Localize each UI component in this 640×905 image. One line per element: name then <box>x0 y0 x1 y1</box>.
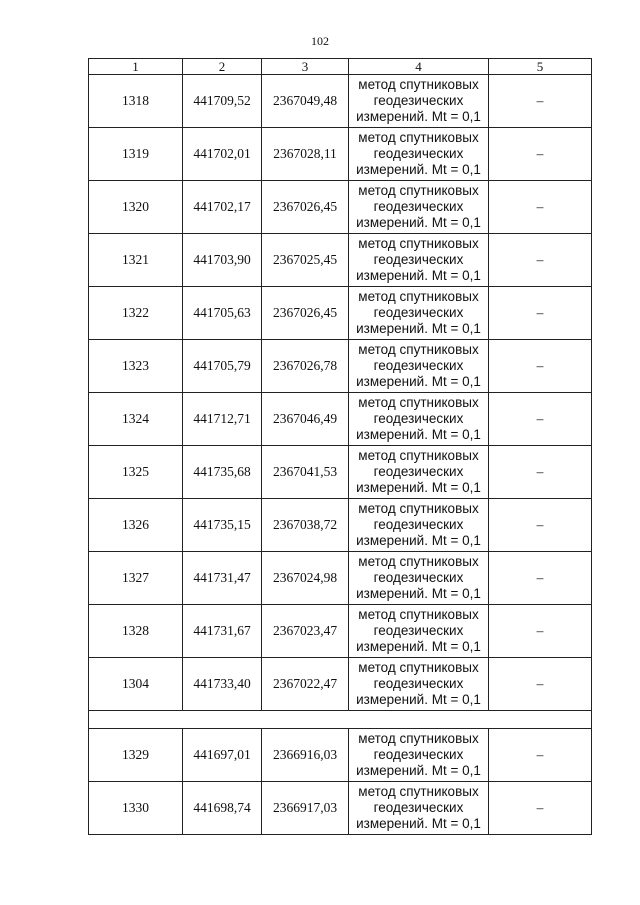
x-coordinate-cell: 441698,74 <box>183 782 262 835</box>
method-line-1: метод спутниковых <box>358 731 479 746</box>
method-line-1: метод спутниковых <box>358 77 479 92</box>
method-line-2: геодезических <box>373 358 464 373</box>
note-cell: – <box>489 393 592 446</box>
method-cell <box>349 658 489 711</box>
method-line-1: метод спутниковых <box>358 289 479 304</box>
y-coordinate-cell: 2366917,03 <box>262 782 349 835</box>
method-cell <box>349 340 489 393</box>
method-line-2: геодезических <box>373 517 464 532</box>
method-cell <box>349 499 489 552</box>
point-number-cell: 1323 <box>89 340 183 393</box>
y-coordinate-cell: 2367026,45 <box>262 287 349 340</box>
table-row <box>89 128 592 181</box>
method-line-2: геодезических <box>373 800 464 815</box>
point-number-cell: 1319 <box>89 128 183 181</box>
method-line-2: геодезических <box>373 570 464 585</box>
method-line-2: геодезических <box>373 305 464 320</box>
method-line-1: метод спутниковых <box>358 448 479 463</box>
point-number-cell: 1329 <box>89 729 183 782</box>
column-header-1: 1 <box>89 59 183 75</box>
table-row <box>89 658 592 711</box>
x-coordinate-cell: 441705,63 <box>183 287 262 340</box>
method-cell <box>349 782 489 835</box>
method-line-3: измерений. Mt = 0,1 <box>356 639 481 654</box>
method-cell <box>349 287 489 340</box>
note-cell: – <box>489 729 592 782</box>
x-coordinate-cell: 441703,90 <box>183 234 262 287</box>
note-cell: – <box>489 499 592 552</box>
y-coordinate-cell: 2367022,47 <box>262 658 349 711</box>
method-line-1: метод спутниковых <box>358 183 479 198</box>
method-line-2: геодезических <box>373 623 464 638</box>
note-cell: – <box>489 658 592 711</box>
column-header-3: 3 <box>262 59 349 75</box>
y-coordinate-cell: 2366916,03 <box>262 729 349 782</box>
y-coordinate-cell: 2367026,45 <box>262 181 349 234</box>
method-cell <box>349 128 489 181</box>
method-line-3: измерений. Mt = 0,1 <box>356 480 481 495</box>
x-coordinate-cell: 441702,01 <box>183 128 262 181</box>
method-line-3: измерений. Mt = 0,1 <box>356 162 481 177</box>
method-line-1: метод спутниковых <box>358 660 479 675</box>
method-line-2: геодезических <box>373 252 464 267</box>
method-line-1: метод спутниковых <box>358 395 479 410</box>
column-header-2: 2 <box>183 59 262 75</box>
column-header-4: 4 <box>349 59 489 75</box>
method-line-2: геодезических <box>373 676 464 691</box>
method-line-3: измерений. Mt = 0,1 <box>356 268 481 283</box>
table-row <box>89 605 592 658</box>
x-coordinate-cell: 441709,52 <box>183 75 262 128</box>
separator-cell <box>89 711 592 729</box>
y-coordinate-cell: 2367028,11 <box>262 128 349 181</box>
table-row <box>89 181 592 234</box>
method-line-2: геодезических <box>373 464 464 479</box>
y-coordinate-cell: 2367046,49 <box>262 393 349 446</box>
method-line-1: метод спутниковых <box>358 236 479 251</box>
y-coordinate-cell: 2367024,98 <box>262 552 349 605</box>
point-number-cell: 1304 <box>89 658 183 711</box>
table-header-row <box>89 59 592 75</box>
method-cell <box>349 446 489 499</box>
table-row <box>89 552 592 605</box>
y-coordinate-cell: 2367026,78 <box>262 340 349 393</box>
table-row <box>89 340 592 393</box>
table-row <box>89 287 592 340</box>
method-line-2: геодезических <box>373 146 464 161</box>
method-line-1: метод спутниковых <box>358 342 479 357</box>
method-line-1: метод спутниковых <box>358 501 479 516</box>
point-number-cell: 1325 <box>89 446 183 499</box>
point-number-cell: 1328 <box>89 605 183 658</box>
method-line-2: геодезических <box>373 93 464 108</box>
method-line-3: измерений. Mt = 0,1 <box>356 374 481 389</box>
method-line-2: геодезических <box>373 747 464 762</box>
x-coordinate-cell: 441702,17 <box>183 181 262 234</box>
x-coordinate-cell: 441733,40 <box>183 658 262 711</box>
table-row <box>89 393 592 446</box>
point-number-cell: 1318 <box>89 75 183 128</box>
method-line-3: измерений. Mt = 0,1 <box>356 109 481 124</box>
method-cell <box>349 234 489 287</box>
note-cell: – <box>489 446 592 499</box>
note-cell: – <box>489 552 592 605</box>
y-coordinate-cell: 2367038,72 <box>262 499 349 552</box>
column-header-5: 5 <box>489 59 592 75</box>
table-body <box>89 59 592 835</box>
table-row <box>89 499 592 552</box>
note-cell: – <box>489 234 592 287</box>
method-cell <box>349 729 489 782</box>
table-row <box>89 782 592 835</box>
method-line-2: геодезических <box>373 411 464 426</box>
note-cell: – <box>489 181 592 234</box>
point-number-cell: 1330 <box>89 782 183 835</box>
separator-row <box>89 711 592 729</box>
y-coordinate-cell: 2367049,48 <box>262 75 349 128</box>
method-cell <box>349 75 489 128</box>
point-number-cell: 1321 <box>89 234 183 287</box>
note-cell: – <box>489 287 592 340</box>
table-row <box>89 75 592 128</box>
point-number-cell: 1326 <box>89 499 183 552</box>
page-number: 102 <box>311 34 329 48</box>
method-line-3: измерений. Mt = 0,1 <box>356 586 481 601</box>
point-number-cell: 1320 <box>89 181 183 234</box>
point-number-cell: 1327 <box>89 552 183 605</box>
method-cell <box>349 181 489 234</box>
x-coordinate-cell: 441697,01 <box>183 729 262 782</box>
note-cell: – <box>489 605 592 658</box>
note-cell: – <box>489 782 592 835</box>
method-line-1: метод спутниковых <box>358 130 479 145</box>
x-coordinate-cell: 441735,68 <box>183 446 262 499</box>
method-line-1: метод спутниковых <box>358 784 479 799</box>
method-line-3: измерений. Mt = 0,1 <box>356 692 481 707</box>
method-line-1: метод спутниковых <box>358 554 479 569</box>
y-coordinate-cell: 2367025,45 <box>262 234 349 287</box>
note-cell: – <box>489 128 592 181</box>
point-number-cell: 1324 <box>89 393 183 446</box>
point-number-cell: 1322 <box>89 287 183 340</box>
method-cell <box>349 393 489 446</box>
y-coordinate-cell: 2367041,53 <box>262 446 349 499</box>
y-coordinate-cell: 2367023,47 <box>262 605 349 658</box>
x-coordinate-cell: 441712,71 <box>183 393 262 446</box>
method-line-3: измерений. Mt = 0,1 <box>356 763 481 778</box>
method-line-3: измерений. Mt = 0,1 <box>356 533 481 548</box>
x-coordinate-cell: 441735,15 <box>183 499 262 552</box>
method-line-3: измерений. Mt = 0,1 <box>356 427 481 442</box>
table-row <box>89 729 592 782</box>
coordinates-table <box>88 58 592 835</box>
table-row <box>89 234 592 287</box>
note-cell: – <box>489 75 592 128</box>
method-line-3: измерений. Mt = 0,1 <box>356 816 481 831</box>
x-coordinate-cell: 441705,79 <box>183 340 262 393</box>
x-coordinate-cell: 441731,47 <box>183 552 262 605</box>
method-line-1: метод спутниковых <box>358 607 479 622</box>
method-line-3: измерений. Mt = 0,1 <box>356 321 481 336</box>
table-row <box>89 446 592 499</box>
x-coordinate-cell: 441731,67 <box>183 605 262 658</box>
method-cell <box>349 552 489 605</box>
method-line-3: измерений. Mt = 0,1 <box>356 215 481 230</box>
note-cell: – <box>489 340 592 393</box>
method-cell <box>349 605 489 658</box>
method-line-2: геодезических <box>373 199 464 214</box>
